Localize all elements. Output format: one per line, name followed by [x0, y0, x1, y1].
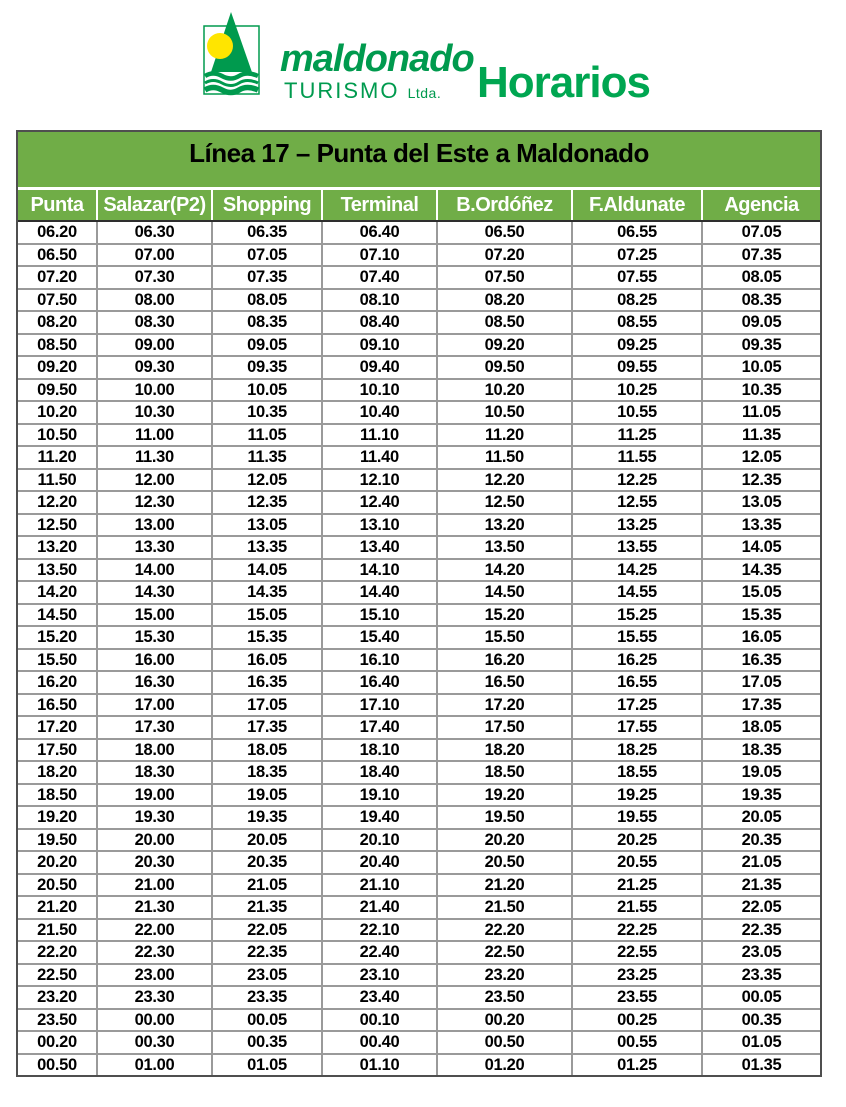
time-cell: 20.10: [323, 830, 436, 851]
time-cell: 10.20: [18, 402, 96, 423]
time-cell: 21.05: [703, 852, 820, 873]
time-cell: 15.00: [98, 605, 211, 626]
time-cell: 10.55: [573, 402, 701, 423]
time-cell: 17.20: [438, 695, 571, 716]
time-cell: 18.10: [323, 740, 436, 761]
time-cell: 13.50: [438, 537, 571, 558]
time-cell: 08.10: [323, 290, 436, 311]
time-cell: 07.50: [18, 290, 96, 311]
time-cell: 19.50: [438, 807, 571, 828]
time-cell: 15.40: [323, 627, 436, 648]
time-cell: 12.05: [213, 470, 321, 491]
time-cell: 22.35: [703, 920, 820, 941]
time-cell: 12.50: [438, 492, 571, 513]
time-cell: 16.05: [703, 627, 820, 648]
time-cell: 19.25: [573, 785, 701, 806]
timetable-grid: [18, 222, 820, 1075]
time-cell: 00.30: [98, 1032, 211, 1053]
time-cell: 08.50: [18, 335, 96, 356]
time-cell: 07.35: [213, 267, 321, 288]
time-cell: 00.05: [213, 1010, 321, 1031]
time-cell: 08.20: [18, 312, 96, 333]
time-cell: 23.55: [573, 987, 701, 1008]
time-cell: 22.35: [213, 942, 321, 963]
column-header: Agencia: [703, 190, 820, 220]
time-cell: 11.10: [323, 425, 436, 446]
time-cell: 16.55: [573, 672, 701, 693]
time-cell: 00.55: [573, 1032, 701, 1053]
time-cell: 19.20: [18, 807, 96, 828]
time-cell: 22.20: [18, 942, 96, 963]
time-cell: 01.05: [213, 1055, 321, 1076]
time-cell: 07.25: [573, 245, 701, 266]
time-cell: 17.50: [18, 740, 96, 761]
time-cell: 12.50: [18, 515, 96, 536]
time-cell: 14.05: [213, 560, 321, 581]
time-cell: 18.50: [18, 785, 96, 806]
time-cell: 14.00: [98, 560, 211, 581]
time-cell: 16.25: [573, 650, 701, 671]
time-cell: 08.40: [323, 312, 436, 333]
time-cell: 10.40: [323, 402, 436, 423]
time-cell: 07.30: [98, 267, 211, 288]
time-cell: 16.30: [98, 672, 211, 693]
brand-subtitle-suffix: Ltda.: [407, 85, 442, 101]
time-cell: 08.05: [213, 290, 321, 311]
time-cell: 07.00: [98, 245, 211, 266]
time-cell: 07.40: [323, 267, 436, 288]
time-cell: 21.50: [438, 897, 571, 918]
time-cell: 07.10: [323, 245, 436, 266]
time-cell: 15.05: [703, 582, 820, 603]
time-cell: 11.50: [18, 470, 96, 491]
time-cell: 20.55: [573, 852, 701, 873]
time-cell: 20.30: [98, 852, 211, 873]
time-cell: 13.35: [703, 515, 820, 536]
time-cell: 10.10: [323, 380, 436, 401]
time-cell: 22.55: [573, 942, 701, 963]
time-cell: 11.05: [213, 425, 321, 446]
time-cell: 18.35: [703, 740, 820, 761]
time-cell: 16.50: [18, 695, 96, 716]
time-cell: 19.40: [323, 807, 436, 828]
time-cell: 11.30: [98, 447, 211, 468]
time-cell: 00.35: [213, 1032, 321, 1053]
time-cell: 17.05: [213, 695, 321, 716]
time-cell: 16.50: [438, 672, 571, 693]
time-cell: 06.35: [213, 222, 321, 243]
time-cell: 14.10: [323, 560, 436, 581]
time-cell: 13.25: [573, 515, 701, 536]
time-cell: 23.05: [213, 965, 321, 986]
time-cell: 18.55: [573, 762, 701, 783]
time-cell: 12.35: [213, 492, 321, 513]
time-cell: 17.35: [213, 717, 321, 738]
column-header: Punta: [18, 190, 96, 220]
page-title: Horarios: [477, 58, 650, 107]
time-cell: 01.10: [323, 1055, 436, 1076]
time-cell: 23.25: [573, 965, 701, 986]
time-cell: 09.35: [703, 335, 820, 356]
column-header: Shopping: [213, 190, 321, 220]
time-cell: 08.05: [703, 267, 820, 288]
time-cell: 14.25: [573, 560, 701, 581]
time-cell: 13.55: [573, 537, 701, 558]
time-cell: 14.35: [213, 582, 321, 603]
time-cell: 17.10: [323, 695, 436, 716]
time-cell: 11.20: [18, 447, 96, 468]
time-cell: 21.50: [18, 920, 96, 941]
time-cell: 07.05: [213, 245, 321, 266]
time-cell: 10.00: [98, 380, 211, 401]
time-cell: 10.25: [573, 380, 701, 401]
time-cell: 15.05: [213, 605, 321, 626]
time-cell: 18.30: [98, 762, 211, 783]
time-cell: 18.25: [573, 740, 701, 761]
time-cell: 08.55: [573, 312, 701, 333]
time-cell: 10.35: [703, 380, 820, 401]
time-cell: 21.00: [98, 875, 211, 896]
time-cell: 13.00: [98, 515, 211, 536]
time-cell: 08.00: [98, 290, 211, 311]
time-cell: 15.25: [573, 605, 701, 626]
time-cell: 22.00: [98, 920, 211, 941]
time-cell: 19.05: [703, 762, 820, 783]
time-cell: 18.40: [323, 762, 436, 783]
time-cell: 21.35: [703, 875, 820, 896]
time-cell: 14.50: [438, 582, 571, 603]
time-cell: 12.20: [438, 470, 571, 491]
time-cell: 00.20: [18, 1032, 96, 1053]
time-cell: 14.05: [703, 537, 820, 558]
time-cell: 21.25: [573, 875, 701, 896]
time-cell: 16.40: [323, 672, 436, 693]
time-cell: 11.35: [703, 425, 820, 446]
time-cell: 23.00: [98, 965, 211, 986]
waves-icon: [205, 72, 258, 93]
time-cell: 23.35: [213, 987, 321, 1008]
time-cell: 07.35: [703, 245, 820, 266]
time-cell: 10.50: [18, 425, 96, 446]
time-cell: 14.30: [98, 582, 211, 603]
brand-name: maldonado: [280, 38, 474, 80]
time-cell: 23.40: [323, 987, 436, 1008]
time-cell: 20.35: [703, 830, 820, 851]
time-cell: 13.05: [703, 492, 820, 513]
time-cell: 19.20: [438, 785, 571, 806]
time-cell: 22.20: [438, 920, 571, 941]
column-header: Terminal: [323, 190, 436, 220]
time-cell: 00.35: [703, 1010, 820, 1031]
time-cell: 10.05: [213, 380, 321, 401]
time-cell: 22.50: [438, 942, 571, 963]
time-cell: 18.20: [18, 762, 96, 783]
time-cell: 13.10: [323, 515, 436, 536]
time-cell: 20.00: [98, 830, 211, 851]
time-cell: 13.20: [18, 537, 96, 558]
time-cell: 10.20: [438, 380, 571, 401]
time-cell: 10.50: [438, 402, 571, 423]
time-cell: 20.35: [213, 852, 321, 873]
time-cell: 22.05: [213, 920, 321, 941]
time-cell: 23.20: [438, 965, 571, 986]
time-cell: 09.05: [703, 312, 820, 333]
time-cell: 19.05: [213, 785, 321, 806]
time-cell: 19.50: [18, 830, 96, 851]
time-cell: 08.20: [438, 290, 571, 311]
column-header: F.Aldunate: [573, 190, 701, 220]
time-cell: 08.35: [213, 312, 321, 333]
time-cell: 01.05: [703, 1032, 820, 1053]
time-cell: 13.40: [323, 537, 436, 558]
time-cell: 12.05: [703, 447, 820, 468]
time-cell: 13.05: [213, 515, 321, 536]
time-cell: 11.00: [98, 425, 211, 446]
time-cell: 00.20: [438, 1010, 571, 1031]
time-cell: 12.40: [323, 492, 436, 513]
time-cell: 19.30: [98, 807, 211, 828]
time-cell: 17.25: [573, 695, 701, 716]
time-cell: 18.00: [98, 740, 211, 761]
time-cell: 20.25: [573, 830, 701, 851]
time-cell: 16.00: [98, 650, 211, 671]
time-cell: 12.35: [703, 470, 820, 491]
time-cell: 15.30: [98, 627, 211, 648]
time-cell: 09.20: [18, 357, 96, 378]
time-cell: 20.20: [18, 852, 96, 873]
time-cell: 22.40: [323, 942, 436, 963]
time-cell: 23.10: [323, 965, 436, 986]
time-cell: 08.35: [703, 290, 820, 311]
time-cell: 22.10: [323, 920, 436, 941]
time-cell: 21.55: [573, 897, 701, 918]
time-cell: 23.50: [18, 1010, 96, 1031]
time-cell: 19.00: [98, 785, 211, 806]
time-cell: 09.35: [213, 357, 321, 378]
time-cell: 21.30: [98, 897, 211, 918]
brand-subtitle-text: TURISMO: [284, 78, 400, 103]
time-cell: 17.50: [438, 717, 571, 738]
time-cell: 17.05: [703, 672, 820, 693]
time-cell: 12.30: [98, 492, 211, 513]
time-cell: 16.10: [323, 650, 436, 671]
column-header: Salazar(P2): [98, 190, 211, 220]
time-cell: 09.40: [323, 357, 436, 378]
time-cell: 10.05: [703, 357, 820, 378]
time-cell: 09.20: [438, 335, 571, 356]
time-cell: 12.20: [18, 492, 96, 513]
time-cell: 15.35: [213, 627, 321, 648]
time-cell: 20.05: [213, 830, 321, 851]
time-cell: 15.50: [18, 650, 96, 671]
time-cell: 10.35: [213, 402, 321, 423]
time-cell: 21.10: [323, 875, 436, 896]
time-cell: 12.10: [323, 470, 436, 491]
time-cell: 20.50: [18, 875, 96, 896]
time-cell: 08.30: [98, 312, 211, 333]
time-cell: 16.35: [213, 672, 321, 693]
time-cell: 14.20: [438, 560, 571, 581]
time-cell: 01.35: [703, 1055, 820, 1076]
time-cell: 00.10: [323, 1010, 436, 1031]
time-cell: 10.30: [98, 402, 211, 423]
time-cell: 18.35: [213, 762, 321, 783]
time-cell: 00.50: [18, 1055, 96, 1076]
time-cell: 20.05: [703, 807, 820, 828]
time-cell: 18.05: [213, 740, 321, 761]
time-cell: 09.00: [98, 335, 211, 356]
time-cell: 22.50: [18, 965, 96, 986]
time-cell: 11.05: [703, 402, 820, 423]
time-cell: 23.50: [438, 987, 571, 1008]
time-cell: 00.00: [98, 1010, 211, 1031]
time-cell: 09.05: [213, 335, 321, 356]
time-cell: 15.10: [323, 605, 436, 626]
time-cell: 01.00: [98, 1055, 211, 1076]
timetable: [16, 130, 822, 1077]
time-cell: 17.00: [98, 695, 211, 716]
time-cell: 19.10: [323, 785, 436, 806]
time-cell: 21.35: [213, 897, 321, 918]
time-cell: 13.35: [213, 537, 321, 558]
time-cell: 12.55: [573, 492, 701, 513]
time-cell: 01.25: [573, 1055, 701, 1076]
time-cell: 06.50: [18, 245, 96, 266]
time-cell: 08.25: [573, 290, 701, 311]
time-cell: 13.20: [438, 515, 571, 536]
time-cell: 09.30: [98, 357, 211, 378]
brand-header: [0, 0, 846, 128]
time-cell: 15.35: [703, 605, 820, 626]
time-cell: 18.05: [703, 717, 820, 738]
time-cell: 23.35: [703, 965, 820, 986]
time-cell: 11.35: [213, 447, 321, 468]
time-cell: 23.20: [18, 987, 96, 1008]
time-cell: 06.40: [323, 222, 436, 243]
sun-icon: [207, 33, 233, 59]
time-cell: 15.20: [18, 627, 96, 648]
time-cell: 15.20: [438, 605, 571, 626]
time-cell: 11.50: [438, 447, 571, 468]
time-cell: 16.20: [438, 650, 571, 671]
time-cell: 00.40: [323, 1032, 436, 1053]
time-cell: 16.05: [213, 650, 321, 671]
time-cell: 07.05: [703, 222, 820, 243]
time-cell: 23.30: [98, 987, 211, 1008]
time-cell: 12.25: [573, 470, 701, 491]
time-cell: 21.40: [323, 897, 436, 918]
brand-subtitle: [284, 78, 441, 104]
time-cell: 09.50: [18, 380, 96, 401]
time-cell: 07.20: [438, 245, 571, 266]
time-cell: 23.05: [703, 942, 820, 963]
time-cell: 20.50: [438, 852, 571, 873]
time-cell: 11.55: [573, 447, 701, 468]
header-row: [18, 190, 820, 222]
maldonado-turismo-logo: [201, 10, 263, 100]
time-cell: 17.35: [703, 695, 820, 716]
time-cell: 14.20: [18, 582, 96, 603]
time-cell: 20.20: [438, 830, 571, 851]
time-cell: 06.20: [18, 222, 96, 243]
time-cell: 12.00: [98, 470, 211, 491]
time-cell: 06.55: [573, 222, 701, 243]
time-cell: 13.30: [98, 537, 211, 558]
time-cell: 19.35: [213, 807, 321, 828]
time-cell: 13.50: [18, 560, 96, 581]
time-cell: 11.25: [573, 425, 701, 446]
time-cell: 00.25: [573, 1010, 701, 1031]
timetable-title: Línea 17 – Punta del Este a Maldonado: [18, 132, 820, 190]
time-cell: 18.20: [438, 740, 571, 761]
time-cell: 17.55: [573, 717, 701, 738]
time-cell: 07.20: [18, 267, 96, 288]
time-cell: 14.35: [703, 560, 820, 581]
time-cell: 09.50: [438, 357, 571, 378]
time-cell: 09.25: [573, 335, 701, 356]
time-cell: 22.25: [573, 920, 701, 941]
time-cell: 22.30: [98, 942, 211, 963]
time-cell: 08.50: [438, 312, 571, 333]
time-cell: 17.20: [18, 717, 96, 738]
time-cell: 06.50: [438, 222, 571, 243]
time-cell: 14.50: [18, 605, 96, 626]
time-cell: 19.55: [573, 807, 701, 828]
time-cell: 15.55: [573, 627, 701, 648]
time-cell: 14.40: [323, 582, 436, 603]
time-cell: 00.05: [703, 987, 820, 1008]
time-cell: 22.05: [703, 897, 820, 918]
time-cell: 18.50: [438, 762, 571, 783]
time-cell: 07.50: [438, 267, 571, 288]
time-cell: 11.20: [438, 425, 571, 446]
time-cell: 11.40: [323, 447, 436, 468]
column-header: B.Ordóñez: [438, 190, 571, 220]
time-cell: 07.55: [573, 267, 701, 288]
time-cell: 01.20: [438, 1055, 571, 1076]
time-cell: 09.55: [573, 357, 701, 378]
time-cell: 21.20: [438, 875, 571, 896]
time-cell: 06.30: [98, 222, 211, 243]
time-cell: 14.55: [573, 582, 701, 603]
time-cell: 20.40: [323, 852, 436, 873]
time-cell: 19.35: [703, 785, 820, 806]
time-cell: 17.40: [323, 717, 436, 738]
time-cell: 15.50: [438, 627, 571, 648]
time-cell: 16.35: [703, 650, 820, 671]
time-cell: 21.20: [18, 897, 96, 918]
time-cell: 09.10: [323, 335, 436, 356]
time-cell: 00.50: [438, 1032, 571, 1053]
time-cell: 21.05: [213, 875, 321, 896]
time-cell: 17.30: [98, 717, 211, 738]
time-cell: 16.20: [18, 672, 96, 693]
